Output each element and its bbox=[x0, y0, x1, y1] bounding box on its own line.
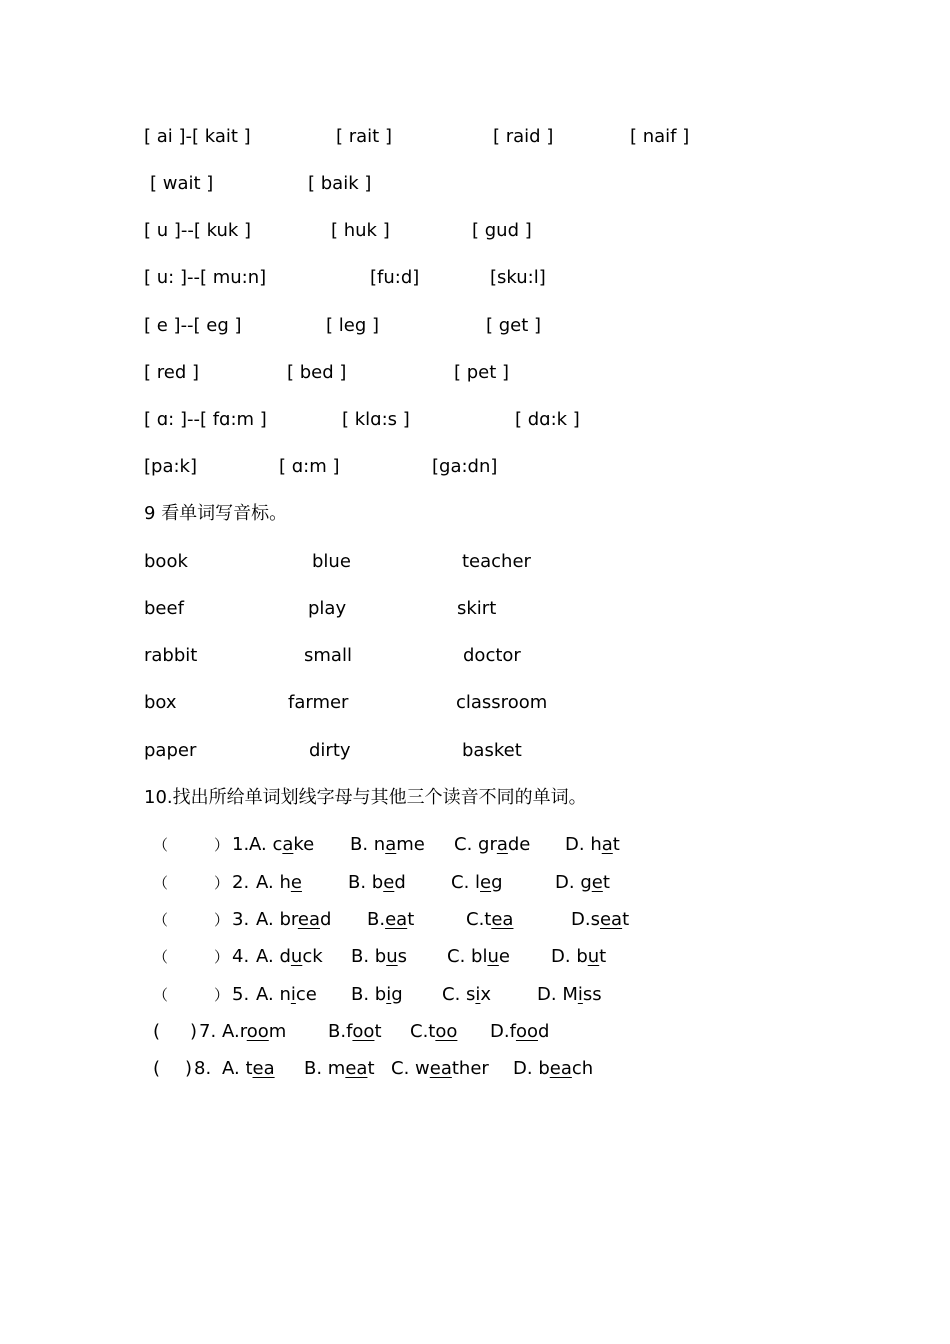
option-letter: D. bbox=[551, 946, 577, 967]
phonetic-entry: [ ɑ:m ] bbox=[279, 456, 340, 477]
answer-option bbox=[256, 944, 323, 970]
phonetic-entry: [pa:k] bbox=[144, 456, 197, 477]
phonetic-entry: [ rait ] bbox=[336, 126, 392, 147]
option-word-end: ss bbox=[582, 984, 602, 1005]
answer-option bbox=[551, 944, 606, 970]
word-item: play bbox=[308, 598, 347, 619]
option-word-end: t bbox=[374, 1021, 382, 1042]
answer-blank-close: ) bbox=[185, 1058, 193, 1079]
option-word-start: m bbox=[327, 1058, 346, 1079]
question-number: 5. bbox=[232, 984, 250, 1005]
word-item: paper bbox=[144, 740, 197, 761]
phonetic-entry: [ga:dn] bbox=[432, 456, 498, 477]
option-letter: C. bbox=[451, 872, 476, 893]
underlined-letters: ea bbox=[345, 1058, 368, 1079]
answer-blank-open: （ bbox=[153, 836, 169, 854]
option-word-start: M bbox=[562, 984, 578, 1005]
word-item: teacher bbox=[462, 551, 531, 572]
option-word-start: b bbox=[576, 946, 588, 967]
option-word-end: e bbox=[498, 946, 510, 967]
underlined-letters: oo bbox=[352, 1021, 375, 1042]
option-word-start: f bbox=[346, 1021, 353, 1042]
answer-option bbox=[249, 832, 314, 858]
option-word-start: d bbox=[279, 946, 291, 967]
question-number: 1. bbox=[232, 834, 250, 855]
underlined-letters: ea bbox=[429, 1058, 452, 1079]
answer-blank-open: ( bbox=[153, 1058, 161, 1079]
option-letter: D. bbox=[490, 1021, 510, 1042]
word-item: box bbox=[144, 692, 177, 713]
answer-blank-open: （ bbox=[153, 948, 169, 966]
option-word-start: h bbox=[279, 872, 291, 893]
word-item: classroom bbox=[456, 692, 548, 713]
answer-option bbox=[256, 870, 302, 896]
option-word-start: t bbox=[245, 1058, 253, 1079]
option-word-start: n bbox=[373, 834, 386, 855]
answer-blank-open: ( bbox=[153, 1021, 161, 1042]
phonetic-entry: [ huk ] bbox=[331, 220, 390, 241]
phonetic-entry: [ gud ] bbox=[472, 220, 532, 241]
option-word-start: b bbox=[371, 872, 384, 893]
option-word-start: br bbox=[279, 909, 298, 930]
answer-option bbox=[565, 832, 620, 858]
option-word-start: n bbox=[279, 984, 291, 1005]
option-word-start: h bbox=[590, 834, 602, 855]
option-letter: A. bbox=[256, 984, 280, 1005]
option-letter: C. bbox=[442, 984, 467, 1005]
option-letter: B. bbox=[328, 1021, 347, 1042]
section-10-title: 找出所给单词划线字母与其他三个读音不同的单词。 bbox=[172, 787, 587, 808]
word-item: doctor bbox=[463, 645, 521, 666]
option-letter: B. bbox=[367, 909, 386, 930]
underlined-letters: a bbox=[601, 834, 613, 855]
answer-option bbox=[454, 832, 530, 858]
underlined-letters: a bbox=[282, 834, 294, 855]
option-word-start: w bbox=[415, 1058, 430, 1079]
option-word-end: ck bbox=[302, 946, 323, 967]
answer-option bbox=[555, 870, 610, 896]
phonetic-entry: [ dɑ:k ] bbox=[515, 409, 580, 430]
answer-option bbox=[442, 982, 491, 1008]
option-word-end: g bbox=[391, 984, 403, 1005]
question-number: 7. bbox=[199, 1021, 217, 1042]
section-9-heading-text bbox=[144, 501, 287, 527]
option-word-end: t bbox=[622, 909, 630, 930]
answer-option bbox=[351, 982, 403, 1008]
underlined-letters: i bbox=[475, 984, 481, 1005]
option-word-end: d bbox=[537, 1021, 550, 1042]
option-letter: A. bbox=[249, 834, 273, 855]
option-word-end: t bbox=[612, 834, 620, 855]
option-word-start: t bbox=[484, 909, 492, 930]
option-word-end: d bbox=[320, 909, 332, 930]
question-number: 4. bbox=[232, 946, 250, 967]
option-letter: B. bbox=[348, 872, 372, 893]
phonetic-entry: [ baik ] bbox=[308, 173, 372, 194]
underlined-letters: oo bbox=[515, 1021, 538, 1042]
underlined-letters: a bbox=[496, 834, 508, 855]
option-word-start: t bbox=[428, 1021, 436, 1042]
phonetic-entry: [ bed ] bbox=[287, 362, 347, 383]
answer-blank-close: ） bbox=[214, 874, 230, 892]
word-item: small bbox=[304, 645, 352, 666]
underlined-letters: ea bbox=[385, 909, 408, 930]
word-item: blue bbox=[312, 551, 351, 572]
answer-option bbox=[490, 1019, 549, 1045]
question-number: 8. bbox=[194, 1058, 212, 1079]
option-letter: A. bbox=[256, 909, 280, 930]
option-word-end: t bbox=[599, 946, 607, 967]
option-letter: B. bbox=[304, 1058, 328, 1079]
answer-option bbox=[350, 832, 425, 858]
answer-blank-close: ） bbox=[214, 836, 230, 854]
answer-option bbox=[328, 1019, 382, 1045]
option-letter: B. bbox=[351, 946, 375, 967]
option-word-end: ch bbox=[571, 1058, 594, 1079]
option-word-end: t bbox=[602, 872, 610, 893]
option-letter: A. bbox=[256, 946, 280, 967]
underlined-letters: i bbox=[290, 984, 296, 1005]
phonetic-entry: [ get ] bbox=[486, 315, 542, 336]
answer-blank-close: ） bbox=[214, 948, 230, 966]
underlined-letters: u bbox=[587, 946, 600, 967]
option-letter: A. bbox=[256, 872, 280, 893]
answer-option bbox=[348, 870, 406, 896]
section-9-number: 9 bbox=[144, 503, 156, 524]
section-9-title: 看单词写音标。 bbox=[161, 503, 288, 524]
answer-blank-close: ） bbox=[214, 911, 230, 929]
answer-option bbox=[410, 1019, 457, 1045]
underlined-letters: u bbox=[290, 946, 303, 967]
answer-option bbox=[256, 982, 317, 1008]
option-word-end: de bbox=[507, 834, 531, 855]
answer-option bbox=[222, 1056, 275, 1082]
option-word-start: b bbox=[538, 1058, 550, 1079]
word-item: dirty bbox=[309, 740, 351, 761]
option-letter: B. bbox=[350, 834, 374, 855]
answer-option bbox=[513, 1056, 593, 1082]
option-word-end: s bbox=[397, 946, 408, 967]
phonetic-entry: [ e ]--[ eg ] bbox=[144, 315, 242, 336]
option-word-start: bl bbox=[471, 946, 488, 967]
word-item: skirt bbox=[457, 598, 497, 619]
option-word-start: l bbox=[475, 872, 481, 893]
underlined-letters: u bbox=[487, 946, 499, 967]
underlined-letters: ea bbox=[252, 1058, 275, 1079]
section-10-number: 10. bbox=[144, 787, 173, 808]
option-word-start: f bbox=[509, 1021, 516, 1042]
option-letter: D. bbox=[571, 909, 591, 930]
answer-option bbox=[391, 1056, 489, 1082]
option-word-end: x bbox=[480, 984, 492, 1005]
underlined-letters: e bbox=[290, 872, 302, 893]
underlined-letters: a bbox=[385, 834, 397, 855]
option-word-start: r bbox=[239, 1021, 247, 1042]
phonetic-entry: [ klɑ:s ] bbox=[342, 409, 410, 430]
phonetic-entry: [ leg ] bbox=[326, 315, 379, 336]
underlined-letters: ea bbox=[599, 909, 623, 930]
phonetic-entry: [fu:d] bbox=[370, 267, 420, 288]
answer-blank-close: ） bbox=[214, 986, 230, 1004]
option-letter: A. bbox=[222, 1058, 246, 1079]
answer-option bbox=[571, 907, 629, 933]
underlined-letters: oo bbox=[246, 1021, 269, 1042]
phonetic-entry: [ ɑ: ]--[ fɑ:m ] bbox=[144, 409, 267, 430]
option-word-end: t bbox=[407, 909, 415, 930]
option-letter: C. bbox=[454, 834, 479, 855]
underlined-letters: e bbox=[591, 872, 603, 893]
answer-blank-close: ) bbox=[190, 1021, 198, 1042]
question-number: 2. bbox=[232, 872, 250, 893]
underlined-letters: u bbox=[386, 946, 398, 967]
answer-option bbox=[256, 907, 331, 933]
word-item: beef bbox=[144, 598, 184, 619]
option-word-end: m bbox=[268, 1021, 287, 1042]
answer-blank-open: （ bbox=[153, 911, 169, 929]
option-word-end: me bbox=[396, 834, 425, 855]
option-word-start: g bbox=[580, 872, 592, 893]
answer-option bbox=[451, 870, 503, 896]
option-letter: A. bbox=[222, 1021, 240, 1042]
underlined-letters: e bbox=[480, 872, 492, 893]
option-letter: C. bbox=[391, 1058, 416, 1079]
answer-option bbox=[537, 982, 602, 1008]
option-word-start: c bbox=[272, 834, 283, 855]
option-letter: B. bbox=[351, 984, 375, 1005]
option-word-end: d bbox=[394, 872, 406, 893]
answer-blank-open: （ bbox=[153, 874, 169, 892]
phonetic-entry: [sku:l] bbox=[490, 267, 546, 288]
underlined-letters: i bbox=[577, 984, 583, 1005]
option-letter: C. bbox=[447, 946, 472, 967]
underlined-letters: ea bbox=[549, 1058, 572, 1079]
question-number: 3. bbox=[232, 909, 250, 930]
answer-blank-open: （ bbox=[153, 986, 169, 1004]
answer-option bbox=[367, 907, 414, 933]
phonetic-entry: [ raid ] bbox=[493, 126, 554, 147]
option-letter: C. bbox=[410, 1021, 429, 1042]
phonetic-entry: [ naif ] bbox=[630, 126, 690, 147]
phonetic-entry: [ red ] bbox=[144, 362, 199, 383]
underlined-letters: ea bbox=[297, 909, 320, 930]
underlined-letters: ea bbox=[491, 909, 514, 930]
answer-option bbox=[466, 907, 513, 933]
option-letter: D. bbox=[555, 872, 581, 893]
answer-option bbox=[351, 944, 407, 970]
underlined-letters: i bbox=[386, 984, 392, 1005]
phonetic-entry: [ u: ]--[ mu:n] bbox=[144, 267, 267, 288]
option-letter: C. bbox=[466, 909, 485, 930]
phonetic-entry: [ ai ]-[ kait ] bbox=[144, 126, 251, 147]
option-word-start: s bbox=[590, 909, 600, 930]
option-letter: D. bbox=[513, 1058, 539, 1079]
word-item: basket bbox=[462, 740, 522, 761]
section-10-heading-text bbox=[144, 785, 587, 811]
option-word-end: ce bbox=[295, 984, 317, 1005]
option-letter: D. bbox=[537, 984, 563, 1005]
underlined-letters: oo bbox=[435, 1021, 458, 1042]
option-letter: D. bbox=[565, 834, 591, 855]
word-item: farmer bbox=[288, 692, 349, 713]
option-word-start: b bbox=[374, 946, 387, 967]
phonetic-entry: [ u ]--[ kuk ] bbox=[144, 220, 252, 241]
answer-option bbox=[304, 1056, 375, 1082]
answer-option bbox=[447, 944, 510, 970]
option-word-end: ke bbox=[293, 834, 315, 855]
phonetic-entry: [ pet ] bbox=[454, 362, 510, 383]
phonetic-entry: [ wait ] bbox=[150, 173, 214, 194]
answer-option bbox=[222, 1019, 286, 1045]
word-item: book bbox=[144, 551, 188, 572]
option-word-end: g bbox=[491, 872, 503, 893]
option-word-end: t bbox=[367, 1058, 375, 1079]
word-item: rabbit bbox=[144, 645, 198, 666]
option-word-start: b bbox=[374, 984, 387, 1005]
option-word-end: ther bbox=[451, 1058, 489, 1079]
option-word-start: gr bbox=[478, 834, 497, 855]
option-word-start: s bbox=[466, 984, 476, 1005]
underlined-letters: e bbox=[383, 872, 395, 893]
